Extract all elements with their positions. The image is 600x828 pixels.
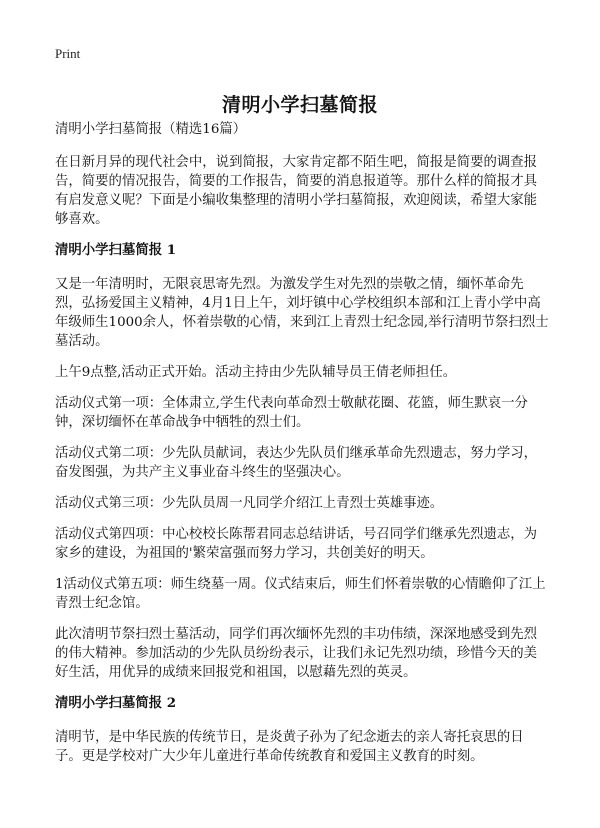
paragraph: 活动仪式第二项：少先队员献词，表达少先队员们继承革命先烈遗志，努力学习，奋发图强，为共产主义事业奋斗终生的坚强决心。 bbox=[55, 446, 538, 480]
page-title: 清明小学扫墓简报 bbox=[221, 93, 378, 116]
paragraph: 活动仪式第四项：中心校校长陈帮君同志总结讲话，号召同学们继承先烈遗志，为家乡的建设，为祖国的'繁荣富强而努力学习，共创美好的明天。 bbox=[55, 527, 538, 561]
paragraph: 1活动仪式第五项：师生绕墓一周。仪式结束后，师生们怀着崇敬的心情瞻仰了江上青烈士纪念馆。 bbox=[55, 577, 546, 611]
paragraph: 活动仪式第三项：少先队员周一凡同学介绍江上青烈士英雄事迹。 bbox=[55, 496, 444, 511]
paragraph: 清明节，是中华民族的传统节日，是炎黄子孙为了纪念逝去的亲人寄托哀思的日子。更是学校对广大少年儿童进行革命传统教育和爱国主义教育的时刻。 bbox=[55, 730, 524, 764]
section-heading-2: 清明小学扫墓简报 2 bbox=[55, 695, 177, 711]
paragraph: 又是一年清明时，无限哀思寄先烈。为激发学生对先烈的崇敬之情，缅怀革命先烈，弘扬爱国主义精神，4月1日上午，刘圩镇中心学校组织本部和江上青小学中高年级师生1000余人，怀着崇敬的心情，来到江上青烈士纪念园,举行清明节祭扫烈士墓活动。 bbox=[55, 277, 549, 349]
paragraph: 上午9点整,活动正式开始。活动主持由少先队辅导员王倩老师担任。 bbox=[55, 365, 457, 380]
article-body bbox=[55, 120, 550, 778]
article-subtitle: 清明小学扫墓简报（精选16篇） bbox=[55, 122, 247, 137]
section-heading-1: 清明小学扫墓简报 1 bbox=[55, 242, 177, 258]
print-link[interactable]: Print bbox=[55, 46, 81, 61]
intro-paragraph: 在日新月异的现代社会中，说到简报，大家肯定都不陌生吧，简报是简要的调查报告，简要的情况报告，简要的工作报告，简要的消息报道等。那什么样的简报才具有启发意义呢？下面是小编收集整理的清明小学扫墓简报，欢迎阅读，希望大家能够喜欢。 bbox=[55, 155, 538, 227]
paragraph: 此次清明节祭扫烈士墓活动，同学们再次缅怀先烈的丰功伟绩，深深地感受到先烈的伟大精神。参加活动的少先队员纷纷表示，让我们永记先烈功绩，珍惜今天的美好生活，用优异的成绩来回报党和祖国，以慰藉先烈的英灵。 bbox=[55, 627, 538, 680]
paragraph: 活动仪式第一项：全体肃立,学生代表向革命烈士敬献花圈、花篮，师生默哀一分钟，深切缅怀在革命战争中牺牲的烈士们。 bbox=[55, 396, 528, 430]
